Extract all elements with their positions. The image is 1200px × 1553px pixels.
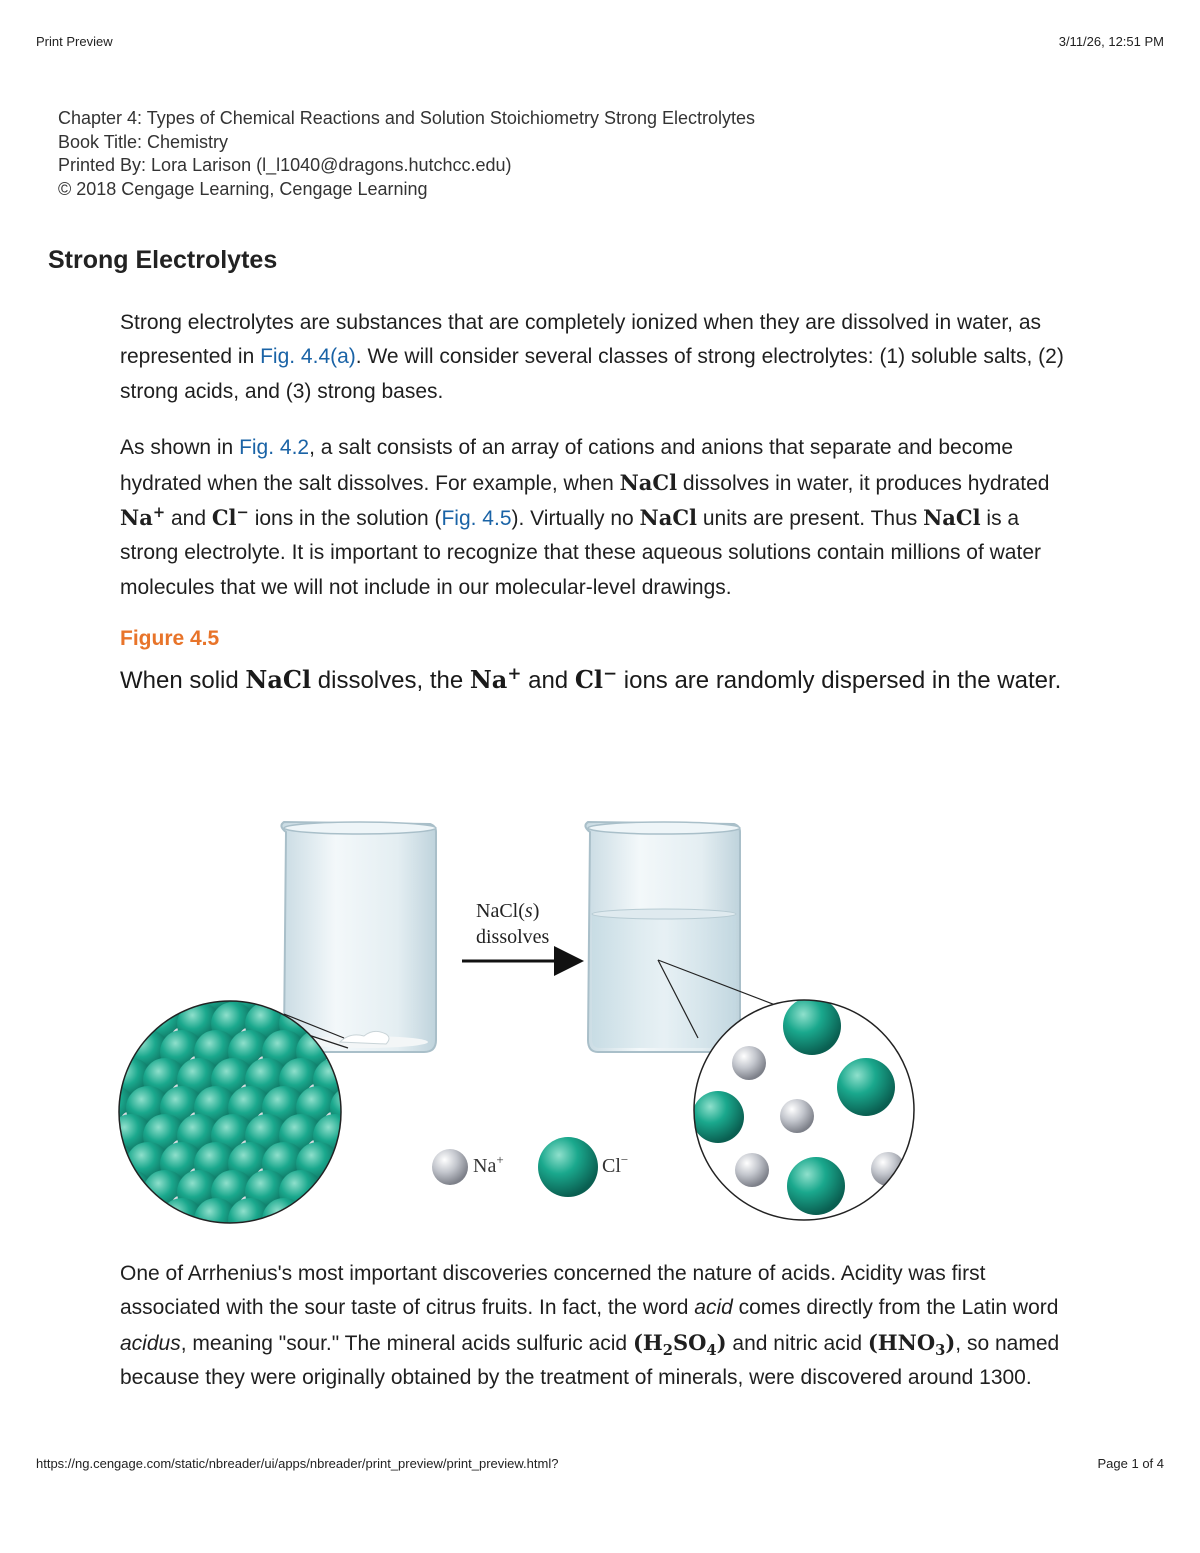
page-number: Page 1 of 4: [1097, 1456, 1164, 1471]
text-span: and nitric acid: [726, 1331, 868, 1355]
charge-sup: +: [152, 504, 166, 522]
charge-sup: −: [603, 663, 618, 684]
lattice-na-sphere: [392, 1167, 414, 1189]
text-span: and: [165, 507, 212, 531]
chem-part: (H: [632, 1329, 663, 1355]
lattice-cl-sphere: [347, 1058, 391, 1102]
lattice-cl-sphere: [118, 974, 136, 1018]
lattice-na-sphere: [256, 1223, 278, 1240]
lattice-cl-sphere: [381, 1114, 425, 1158]
arrow-label-line1: NaCl(s): [476, 900, 540, 922]
lattice-cl-sphere: [347, 1114, 391, 1158]
legend-cl-label: Cl−: [602, 1152, 629, 1177]
text-span: ions are randomly dispersed in the water.: [617, 667, 1062, 695]
fig-4-2-link[interactable]: Fig. 4.2: [239, 436, 310, 460]
main-content: [120, 306, 1080, 700]
chem-formula: NaCl: [245, 665, 312, 695]
print-preview-header: Print Preview: [36, 34, 113, 49]
text-span: ). Virtually no: [511, 507, 640, 531]
arrow-label-line2: dissolves: [476, 926, 550, 948]
lattice-na-sphere: [392, 1111, 414, 1133]
legend-na-swatch: [432, 1149, 468, 1185]
chem-symbol: Na: [120, 505, 153, 531]
text-span: is a strong electrolyte. It is important to recognize that these aqueous solutions contain millions of water molecules that we will not include in our molecular-level drawings.: [120, 507, 1041, 599]
lattice-cl-sphere: [228, 1198, 272, 1240]
text-span: , so named because they were originally obtained by the treatment of minerals, were discovered around 1300.: [120, 1331, 1060, 1390]
fig-4-5-link[interactable]: Fig. 4.5: [441, 507, 512, 531]
legend-na-label: Na+: [473, 1152, 504, 1177]
text-span: , meaning "sour." The mineral acids sulfuric acid: [180, 1331, 633, 1355]
lattice-na-sphere: [375, 1083, 397, 1105]
chem-formula: [212, 505, 249, 530]
paragraph-3: [120, 1257, 1080, 1396]
text-span: comes directly from the Latin word: [732, 1296, 1059, 1320]
lattice-cl-sphere: [330, 1142, 374, 1186]
lattice-na-sphere: [120, 1223, 142, 1240]
paragraph-1: [120, 306, 1080, 409]
printed-by-line: Printed By: Lora Larison (l_l1040@dragons.hutchcc.edu): [58, 155, 512, 175]
book-title-line: Book Title: Chemistry: [58, 131, 229, 152]
lattice-cl-sphere: [126, 1198, 170, 1240]
text-span: , a salt consists of an array of cations and anions that separate and become hydrated when the salt dissolves. For example, when: [120, 436, 1014, 495]
text-span: ions in the solution (: [248, 507, 442, 531]
lattice-na-sphere: [120, 999, 142, 1021]
chem-sub: 4: [706, 1342, 717, 1359]
lattice-cl-sphere: [262, 1198, 306, 1240]
chem-part: (HNO: [867, 1329, 936, 1355]
figure-label: Figure 4.5: [120, 627, 220, 651]
paragraph-2: [120, 431, 1080, 605]
lattice-cl-sphere: [364, 1198, 408, 1240]
lattice-cl-sphere: [381, 1170, 425, 1214]
lattice-cl-sphere: [364, 1086, 408, 1130]
chem-formula: [470, 665, 522, 694]
text-span: dissolves, the: [311, 667, 470, 695]
lattice-na-sphere: [307, 1195, 329, 1217]
beaker-left: [281, 822, 436, 1052]
chem-formula: NaCl: [619, 469, 678, 495]
chem-symbol: Na: [469, 665, 508, 695]
text-span: and: [521, 667, 575, 695]
lattice-cl-sphere: [118, 1198, 136, 1240]
lattice-na-sphere: [375, 1139, 397, 1161]
text-span: Strong electrolytes are substances that are completely ionized when they are dissolved in water, as represented in: [120, 311, 1041, 369]
chem-formula: [575, 665, 617, 694]
chapter-line: Chapter 4: Types of Chemical Reactions and Solution Stoichiometry Strong Electrolytes: [58, 108, 756, 128]
chem-formula-h2so4: [632, 1329, 727, 1359]
lattice-na-sphere: [392, 1055, 414, 1077]
section-title: Strong Electrolytes: [48, 246, 278, 274]
lattice-cl-sphere: [381, 1058, 425, 1102]
lattice-na-sphere: [324, 1167, 346, 1189]
emphasis: acidus: [120, 1331, 181, 1355]
fig-4-4a-link[interactable]: Fig. 4.4(a): [260, 345, 356, 369]
chem-part: ): [716, 1329, 727, 1355]
chem-sub: 2: [662, 1342, 673, 1359]
page-url: https://ng.cengage.com/static/nbreader/ui/apps/nbreader/print_preview/print_preview.html?: [36, 1456, 559, 1471]
text-span: dissolves in water, it produces hydrated: [677, 471, 1050, 495]
lattice-cl-sphere: [160, 1198, 204, 1240]
beaker-right: [585, 822, 740, 1052]
figure-4-5-illustration: [118, 820, 918, 1240]
lattice-na-sphere: [375, 1195, 397, 1217]
text-span: As shown in: [120, 436, 240, 460]
text-span: One of Arrhenius's most important discoveries concerned the nature of acids. Acidity was first associated with the sour taste of citrus fruits. In fact, the word: [120, 1262, 986, 1320]
chem-formula-hno3: [867, 1329, 956, 1359]
chem-formula: [120, 505, 165, 530]
lattice-na-sphere: [392, 1223, 414, 1240]
emphasis: acid: [694, 1296, 733, 1320]
text-span: When solid: [120, 667, 246, 695]
charge-sup: +: [507, 663, 522, 684]
charge-sup: −: [236, 504, 249, 522]
document-meta: [58, 107, 755, 201]
lattice-cl-sphere: [126, 974, 170, 1018]
lattice-cl-sphere: [347, 1170, 391, 1214]
chem-symbol: Cl: [211, 505, 237, 531]
chem-formula: NaCl: [639, 505, 698, 531]
lattice-na-sphere: [324, 1223, 346, 1240]
lattice-cl-sphere: [330, 1198, 374, 1240]
text-span: units are present. Thus: [697, 507, 924, 531]
chem-part: ): [945, 1329, 956, 1355]
lattice-cl-sphere: [364, 1142, 408, 1186]
print-timestamp: 3/11/26, 12:51 PM: [1058, 34, 1164, 49]
text-span: . We will consider several classes of strong electrolytes: (1) soluble salts, (2) strong acids, and (3) strong bases.: [120, 345, 1064, 403]
legend: [432, 1137, 628, 1197]
lattice-cl-sphere: [296, 1198, 340, 1240]
chem-symbol: Cl: [574, 665, 604, 695]
copyright-line: © 2018 Cengage Learning, Cengage Learning: [58, 178, 428, 199]
lattice-na-sphere: [188, 1223, 210, 1240]
figure-caption: [120, 661, 1080, 700]
legend-cl-swatch: [538, 1137, 598, 1197]
chem-sub: 3: [935, 1342, 946, 1359]
chem-formula: NaCl: [923, 505, 981, 531]
chem-part: SO: [672, 1329, 707, 1355]
